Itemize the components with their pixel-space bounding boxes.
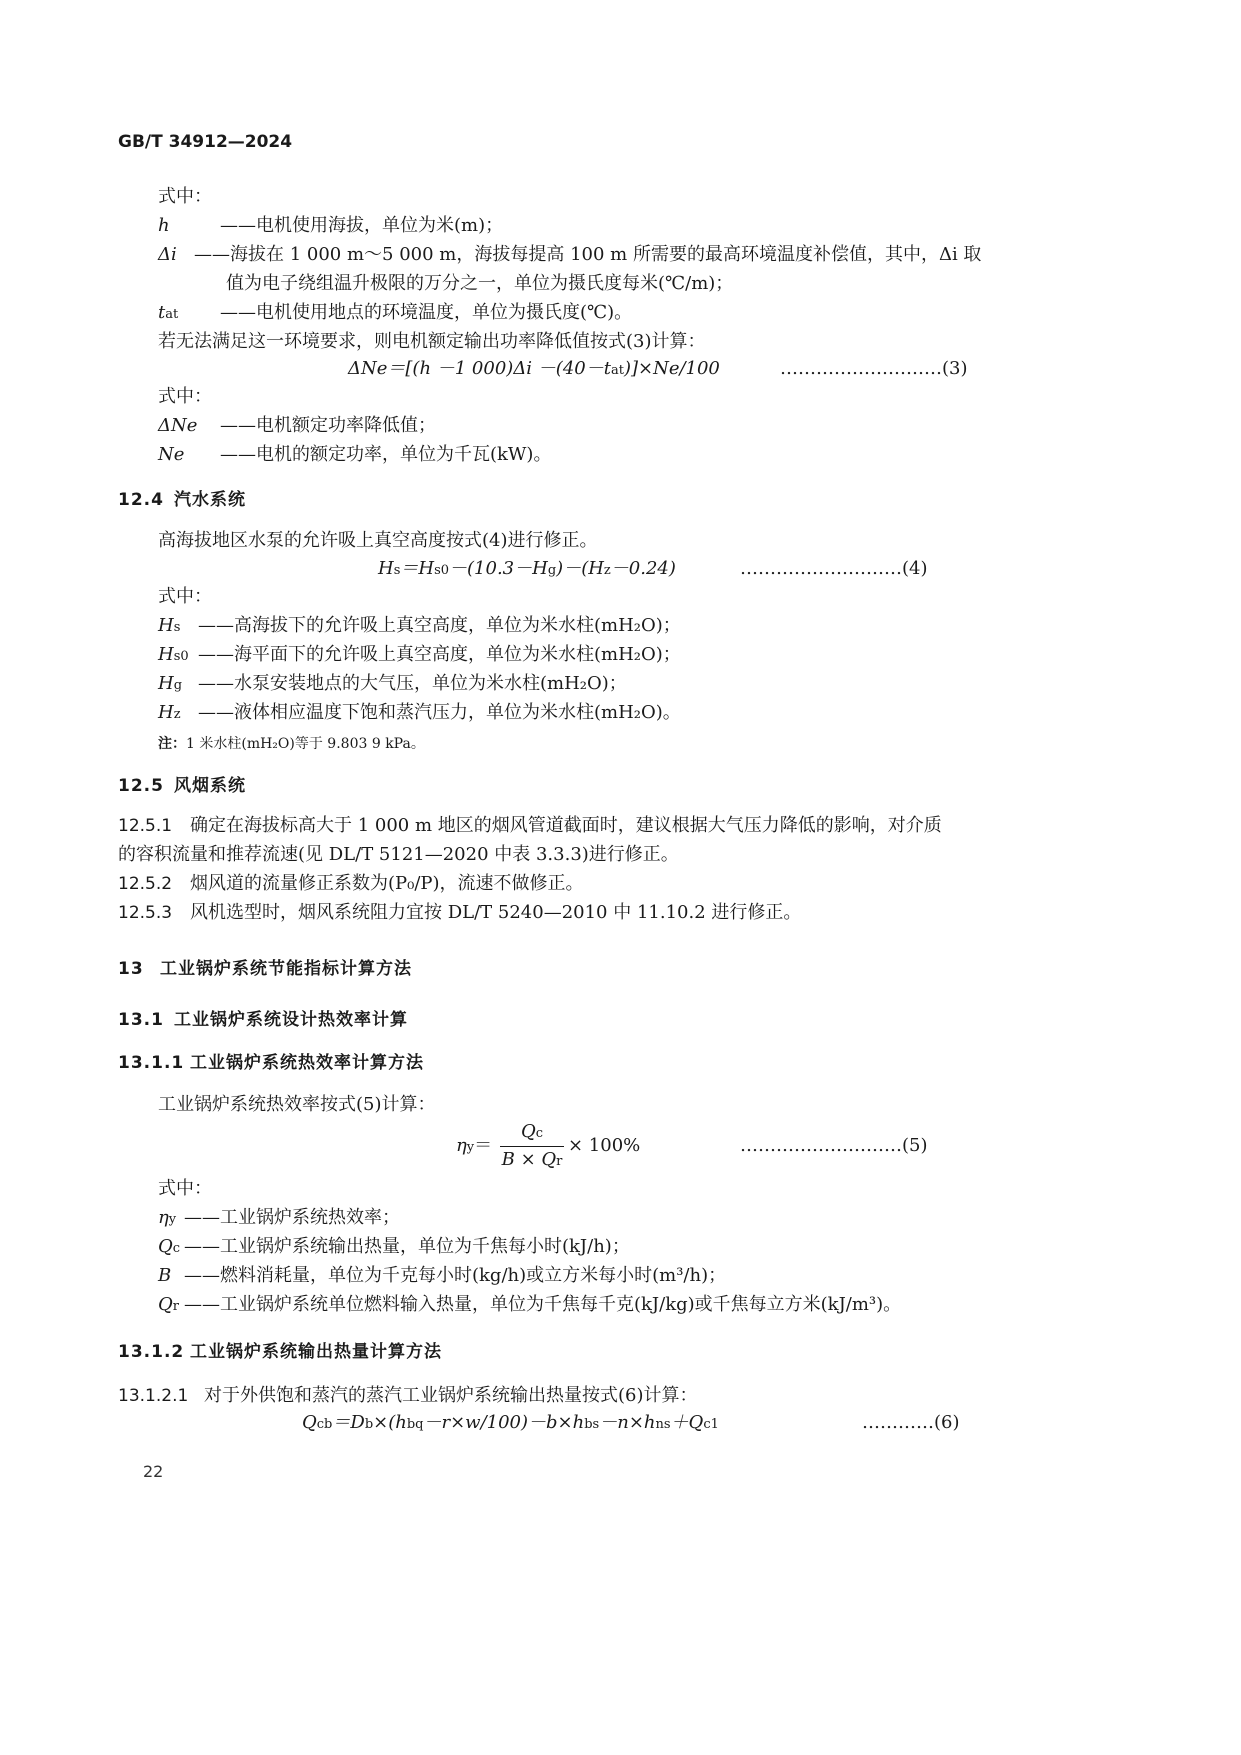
- formula-subscript: b: [364, 1417, 374, 1432]
- formula-subscript: c1: [703, 1417, 719, 1432]
- formula-part: B × Q: [501, 1149, 557, 1170]
- section-number: 12.5: [118, 776, 164, 796]
- formula-part: )－(H: [556, 558, 604, 579]
- formula-part: Q: [520, 1121, 536, 1142]
- def-subscript: at: [165, 307, 179, 322]
- formula-subscript: bq: [406, 1417, 424, 1432]
- def-tat: [158, 301, 633, 327]
- formula-part: ＝H: [400, 558, 435, 579]
- def-symbol: H: [158, 673, 174, 694]
- def-text: ——电机的额定功率，单位为千瓦(kW)。: [220, 444, 552, 465]
- section-number: 12.4: [118, 490, 164, 510]
- formula-6: [302, 1411, 719, 1437]
- formula-part: －r×w/100)－b×h: [423, 1412, 585, 1433]
- def-delta-i: [158, 243, 982, 267]
- where-label: 式中：: [158, 386, 212, 407]
- page-number: 22: [143, 1462, 164, 1481]
- formula-subscript: at: [610, 363, 624, 378]
- numerator: [500, 1120, 564, 1146]
- formula-part: －(10.3－H: [449, 558, 548, 579]
- section-heading-12-5: [118, 774, 246, 798]
- def-text: ——海平面下的允许吸上真空高度，单位为米水柱(mH₂O)；: [198, 644, 681, 665]
- item-text: 确定在海拔标高大于 1 000 m 地区的烟风管道截面时，建议根据大气压力降低的影响，对介质: [190, 815, 942, 836]
- section-title: 风烟系统: [174, 776, 246, 796]
- def-symbol: ΔNe: [158, 415, 198, 436]
- note: [158, 732, 425, 756]
- fraction-bar: [500, 1146, 564, 1147]
- def-subscript: y: [168, 1212, 177, 1227]
- formula-number: ………………………(3): [780, 358, 968, 379]
- item-number: 13.1.2.1: [118, 1386, 189, 1406]
- formula-subscript: y: [466, 1140, 475, 1155]
- def-h: [158, 214, 504, 238]
- section-heading-13-1-1: [118, 1051, 424, 1075]
- formula-subscript: s0: [434, 563, 450, 578]
- formula-subscript: cb: [316, 1417, 333, 1432]
- formula-subscript: ns: [655, 1417, 671, 1432]
- formula-subscript: s: [393, 563, 401, 578]
- def-text: ——液体相应温度下饱和蒸汽压力，单位为米水柱(mH₂O)。: [198, 702, 681, 723]
- def-symbol: Δi: [158, 244, 177, 265]
- def-symbol: H: [158, 644, 174, 665]
- section-title: 工业锅炉系统设计热效率计算: [174, 1010, 408, 1030]
- item-12-5-1: [118, 814, 942, 838]
- section-number: 13.1.2: [118, 1342, 185, 1362]
- formula-part: －n×h: [599, 1412, 656, 1433]
- item-number: 12.5.3: [118, 903, 173, 923]
- item-number: 12.5.2: [118, 874, 173, 894]
- def-symbol: η: [158, 1207, 169, 1228]
- formula-part: ＝D: [332, 1412, 365, 1433]
- def-b: [158, 1264, 727, 1288]
- where-label: 式中：: [158, 1178, 212, 1199]
- def-subscript: z: [173, 707, 181, 722]
- formula-4: [378, 557, 676, 583]
- def-text: ——工业锅炉系统输出热量，单位为千焦每小时(kJ/h)；: [184, 1236, 630, 1257]
- def-symbol: Q: [158, 1236, 173, 1257]
- standard-number: GB/T 34912—2024: [118, 132, 293, 152]
- section-number: 13.1.1: [118, 1053, 185, 1073]
- section-heading-12-4: [118, 488, 246, 512]
- note-text: 1 米水柱(mH₂O)等于 9.803 9 kPa。: [186, 736, 425, 752]
- def-hg: [158, 672, 627, 698]
- def-hz: [158, 701, 681, 727]
- item-text: 对于外供饱和蒸汽的蒸汽工业锅炉系统输出热量按式(6)计算：: [204, 1385, 698, 1406]
- formula-number: ………………………(4): [740, 558, 928, 579]
- denominator: [500, 1148, 564, 1174]
- def-symbol: t: [158, 302, 166, 323]
- section-heading-13-1: [118, 1008, 408, 1032]
- def-ne: [158, 443, 552, 467]
- def-symbol: B: [158, 1265, 172, 1286]
- def-text: ——水泵安装地点的大气压，单位为米水柱(mH₂O)；: [198, 673, 627, 694]
- def-hs: [158, 614, 681, 640]
- formula-lhs: η: [456, 1135, 467, 1156]
- item-12-5-3: [118, 901, 802, 925]
- item-12-5-1-cont: 的容积流量和推荐流速(见 DL/T 5121—2020 中表 3.3.3)进行修正。: [118, 844, 679, 865]
- def-text: ——燃料消耗量，单位为千克每小时(kg/h)或立方米每小时(m³/h)；: [184, 1265, 727, 1286]
- def-symbol: H: [158, 702, 174, 723]
- item-text: 烟风道的流量修正系数为(P₀/P)，流速不做修正。: [190, 873, 584, 894]
- formula-subscript: r: [556, 1154, 563, 1169]
- def-subscript: c: [172, 1241, 181, 1256]
- def-delta-i-cont: 值为电子绕组温升极限的万分之一，单位为摄氏度每米(℃/m)；: [226, 273, 734, 294]
- formula-5: ηy＝: [456, 1135, 493, 1156]
- def-text: ——工业锅炉系统热效率；: [184, 1207, 400, 1228]
- def-subscript: r: [172, 1299, 179, 1314]
- item-12-5-2: [118, 872, 584, 896]
- formula-subscript: g: [547, 563, 557, 578]
- def-text: ——高海拔下的允许吸上真空高度，单位为米水柱(mH₂O)；: [198, 615, 681, 636]
- formula-part: H: [378, 558, 394, 579]
- def-subscript: s0: [173, 649, 189, 664]
- def-delta-ne: [158, 414, 436, 438]
- formula-part: ×(h: [373, 1412, 407, 1433]
- note-label: 注：: [158, 736, 186, 752]
- chapter-heading-13: [118, 957, 412, 981]
- paragraph: 若无法满足这一环境要求，则电机额定输出功率降低值按式(3)计算：: [158, 331, 706, 352]
- chapter-number: 13: [118, 959, 144, 979]
- def-symbol: Q: [158, 1294, 173, 1315]
- formula-part: Q: [302, 1412, 317, 1433]
- def-subscript: s: [173, 620, 181, 635]
- section-title: 工业锅炉系统输出热量计算方法: [190, 1342, 442, 1362]
- formula-subscript: z: [603, 563, 611, 578]
- def-text: ——工业锅炉系统单位燃料输入热量，单位为千焦每千克(kJ/kg)或千焦每立方米(kJ/m³)。: [184, 1294, 902, 1315]
- chapter-title: 工业锅炉系统节能指标计算方法: [160, 959, 412, 979]
- def-text: ——电机额定功率降低值；: [220, 415, 436, 436]
- formula-number: ………………………(5): [740, 1135, 928, 1156]
- section-title: 工业锅炉系统热效率计算方法: [190, 1053, 424, 1073]
- paragraph: 工业锅炉系统热效率按式(5)计算：: [158, 1094, 436, 1115]
- formula-subscript: c: [535, 1126, 544, 1141]
- def-symbol: Ne: [158, 444, 185, 465]
- item-13-1-2-1: [118, 1384, 698, 1408]
- formula-body: ΔNe＝[(h －1 000)Δi －(40－t: [348, 358, 611, 379]
- where-label: 式中：: [158, 186, 212, 207]
- item-text: 风机选型时，烟风系统阻力宜按 DL/T 5240—2010 中 11.10.2 进行修正。: [190, 902, 802, 923]
- formula-tail: × 100%: [568, 1135, 641, 1156]
- formula-part: －0.24): [610, 558, 676, 579]
- formula-subscript: bs: [584, 1417, 600, 1432]
- formula-number: …………(6): [862, 1412, 960, 1433]
- def-text: ——海拔在 1 000 m～5 000 m，海拔每提高 100 m 所需要的最高环境温度补偿值，其中，Δi 取: [194, 244, 982, 265]
- def-text: ——电机使用海拔，单位为米(m)；: [220, 215, 504, 236]
- formula-3: [348, 357, 720, 383]
- fraction: [500, 1120, 564, 1172]
- def-text: ——电机使用地点的环境温度，单位为摄氏度(℃)。: [220, 302, 633, 323]
- item-number: 12.5.1: [118, 816, 173, 836]
- def-hs0: [158, 643, 681, 669]
- def-symbol: h: [158, 215, 170, 236]
- paragraph: 高海拔地区水泵的允许吸上真空高度按式(4)进行修正。: [158, 530, 598, 551]
- section-title: 汽水系统: [174, 490, 246, 510]
- def-eta-y: [158, 1206, 400, 1232]
- formula-tail: )]×Ne/100: [623, 358, 720, 379]
- def-symbol: H: [158, 615, 174, 636]
- def-qr: [158, 1293, 902, 1319]
- def-subscript: g: [173, 678, 183, 693]
- section-heading-13-1-2: [118, 1340, 442, 1364]
- def-qc: [158, 1235, 630, 1261]
- section-number: 13.1: [118, 1010, 164, 1030]
- where-label: 式中：: [158, 586, 212, 607]
- formula-part: ＋Q: [670, 1412, 704, 1433]
